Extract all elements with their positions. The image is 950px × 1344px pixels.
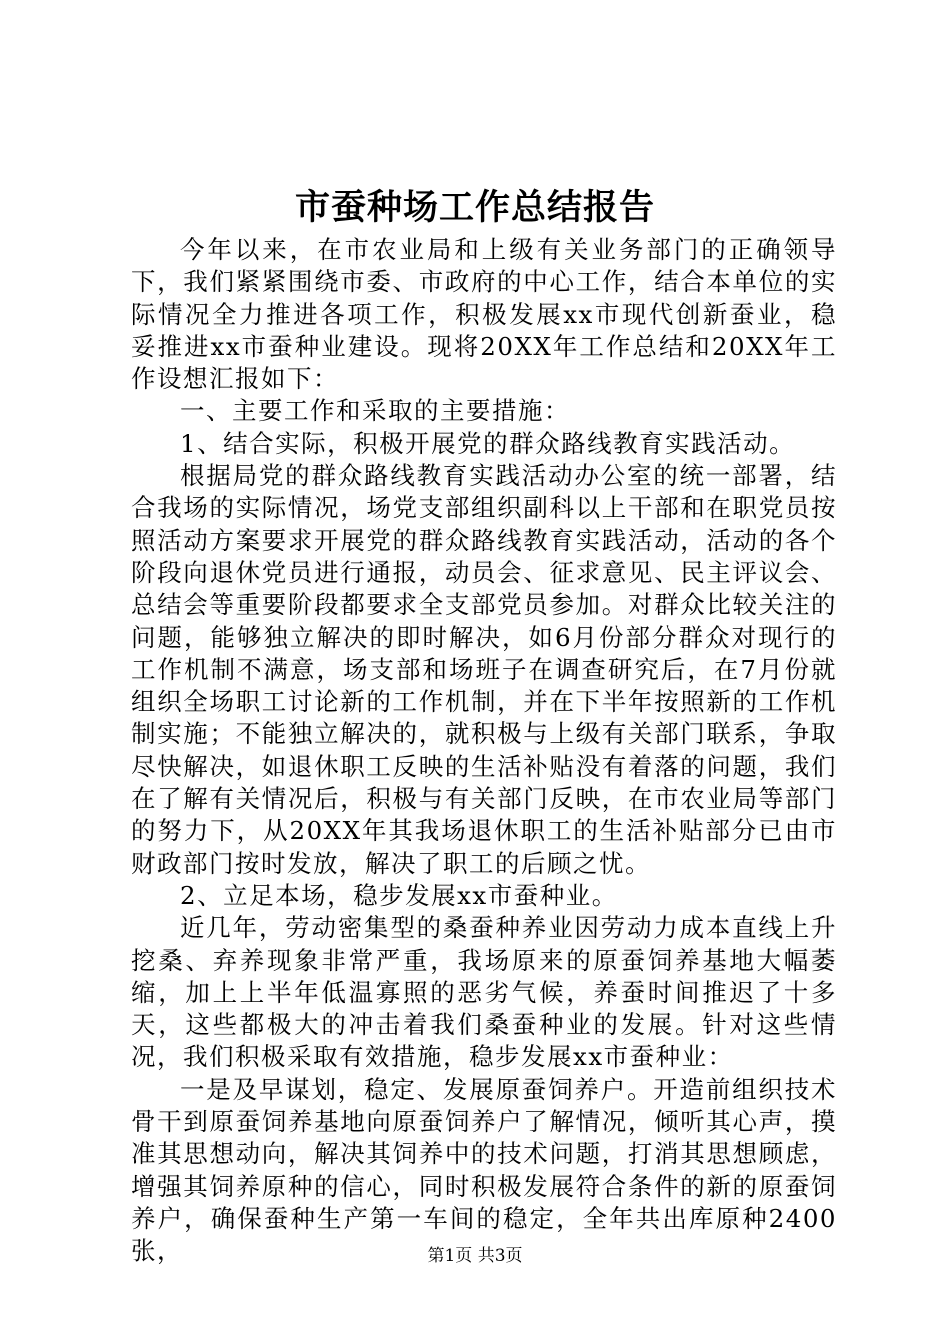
section-heading-main-work: 一、主要工作和采取的主要措施： [180, 396, 570, 426]
subheading-party-education: 1、结合实际，积极开展党的群众路线教育实践活动。 [180, 428, 796, 458]
paragraph-party-education: 根据局党的群众路线教育实践活动办公室的统一部署，结合我场的实际情况，场党支部组织副科以上干部和在职党员按照活动方案要求开展党的群众路线教育实践活动，活动的各个阶段向退休党员进行通报，动员会、征求意见、民主评议会、总结会等重要阶段都要求全支部党员参加。对群众比较关注的问题，能够独立解决的即时解决，如6月份部分群众对现行的工作机制不满意，场支部和场班子在调查研究后，在7月份就组织全场职工讨论新的工作机制，并在下半年按照新的工作机制实施；不能独立解决的，就积极与上级有关部门联系，争取尽快解决，如退休职工反映的生活补贴没有着落的问题，我们在了解有关情况后，积极与有关部门反映，在市农业局等部门的努力下，从20XX年其我场退休职工的生活补贴部分已由市财政部门按时发放，解决了职工的后顾之忧。 [131, 461, 837, 878]
paragraph-intro: 今年以来，在市农业局和上级有关业务部门的正确领导下，我们紧紧围绕市委、市政府的中心工作，结合本单位的实际情况全力推进各项工作，积极发展xx市现代创新蚕业，稳妥推进xx市蚕种业建设。现将20XX年工作总结和20XX年工作设想汇报如下： [131, 235, 837, 394]
page-number: 第1页 共3页 [427, 1246, 523, 1266]
document-body [131, 234, 837, 1268]
paragraph-silkworm-industry: 近几年，劳动密集型的桑蚕种养业因劳动力成本直线上升挖桑、弃养现象非常严重，我场原来的原蚕饲养基地大幅萎缩，加上上半年低温寡照的恶劣气候，养蚕时间推迟了十多天，这些都极大的冲击着我们桑蚕种业的发展。针对这些情况，我们积极采取有效措施，稳步发展xx市蚕种业： [131, 913, 837, 1072]
paragraph-raisers: 一是及早谋划，稳定、发展原蚕饲养户。开造前组织技术骨干到原蚕饲养基地向原蚕饲养户了解情况，倾听其心声，摸准其思想动向，解决其饲养中的技术问题，打消其思想顾虑，增强其饲养原种的信心，同时积极发展符合条件的新的原蚕饲养户，确保蚕种生产第一车间的稳定，全年共出库原种2400张， [131, 1074, 837, 1266]
subheading-silkworm-industry: 2、立足本场，稳步发展xx市蚕种业。 [180, 880, 618, 910]
document-title: 市蚕种场工作总结报告 [294, 187, 655, 228]
